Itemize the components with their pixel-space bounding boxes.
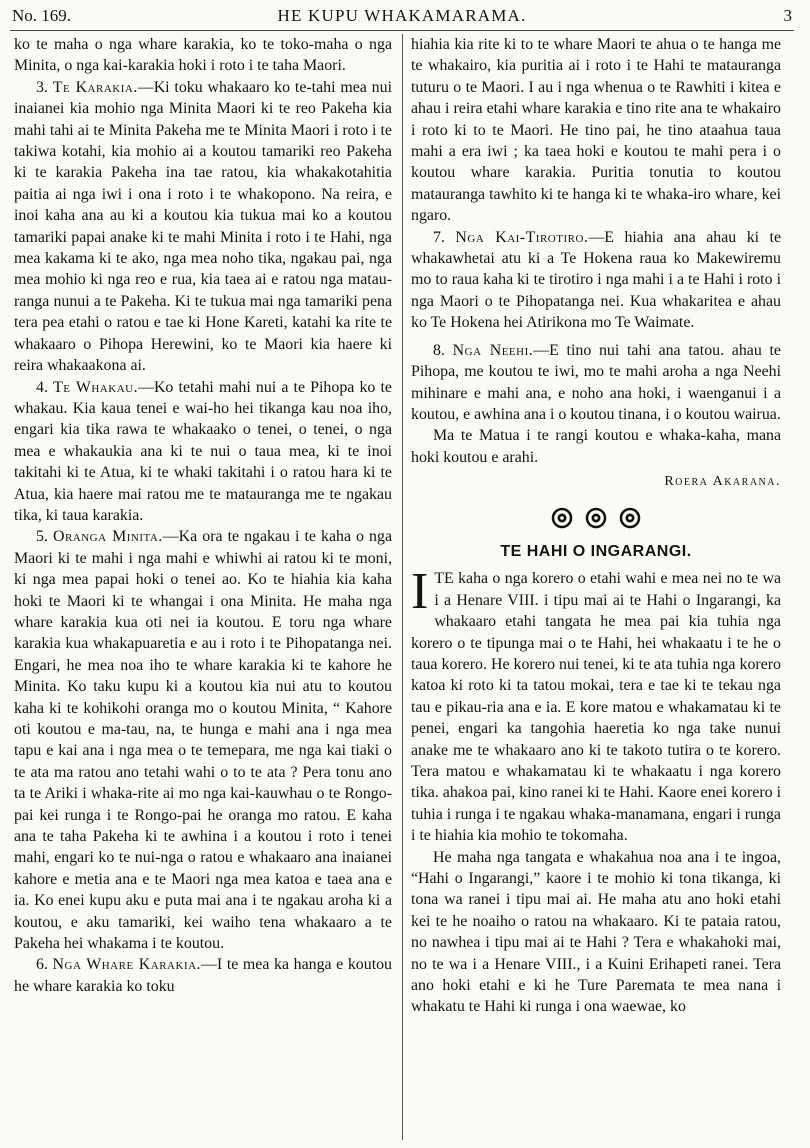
paragraph-number: 5. [36, 528, 48, 546]
issue-number: No. 169. [12, 6, 72, 25]
left-column [14, 34, 392, 997]
paragraph-heading: Nga Whare Karakia. [52, 956, 202, 974]
page-header [12, 5, 792, 27]
paragraph-heading: Oranga Minita. [52, 528, 163, 546]
paragraph-te-whakau [14, 377, 392, 527]
paragraph-heading: Te Whakau. [53, 378, 139, 396]
paragraph-heading: Nga Kai-Tirotiro. [455, 228, 589, 246]
paragraph-heading: Nga Neehi. [452, 341, 534, 359]
article-opening [411, 563, 781, 846]
paragraph-body: —Ko tetahi mahi nui a te Pihopa ko te whakau. Kia kaua tenei e wai-ho hei tikanga kau noa iho, engari kia tika rawa te whakaako o tenei, o tenei, o nga mea e whakaukia ana ki te nui o taua mea, ki te inoi takitahi ki te Atua, ki te whaki takitahi i o ratou hara ki te Atua, kia haere mai ratou me te matauranga me te ngakau tika, ki taua karakia. [14, 378, 392, 524]
article-body: TE kaha o nga korero o etahi wahi e mea nei no te wa i a Henare VIII. i tipu mai ai te Hahi o Ingarangi, ka whakaaro etahi tangata he mea pai kia tuhia nga korero o te tipunga mai o te Hahi, hei whakaatu i te he o taua korero. He korero nui tenei, ki te ata tuhia nga korero katoa ki roto ki ta tatou mokai, tera e tae ki te tekau nga tau e pikau-ria ana e ia. E kore matou e whakamatau ki te penei, engari ka tangohia haeretia ko nga take nunui anake me te whakaaro ano ki te takoto tutira o te korero. Tera matou e whakamatau ki te whakaatu i nga korero tika. ahakoa pai, kino ranei ki te Hahi. Kaore enei korero i tuhia i runga i te ngakau whaka-manamana, engari i runga i te hiahia kia mohio te tokomaha. [411, 570, 781, 845]
paragraph-number: 4. [36, 378, 48, 396]
section-title: TE HAHI O INGARANGI. [500, 542, 692, 560]
paragraph-number: 3. [36, 78, 48, 96]
paragraph-number: 7. [433, 228, 445, 246]
paragraph-nga-kai-tirotiro [411, 227, 781, 334]
paragraph-body: —Ki toku whakaaro ko te-tahi mea nui inaianei kia mohio nga Minita Maori ki te reo Pakeha kia mahi tahi ai te Minita Pakeha me te Minita Maori i roto i te takiwa kotahi, kia mohio ai a koutou tamariki reo Pakeha ki te karakia Pakeha ina tae ratou, kia whakakotahitia paitia ai nga iwi i ona i roto i te whakopono. Na reira, e inoi kaha ana au ki a koutou kia tukua mai ko a koutou tamariki papai anake ki te mahi Minita i roto i te Hahi, nga mea kakama ki te ako, nga mea noho tika, ngakau pai, nga mea mohio ki nga reo e rua, kia taea ai e ratou nga matau-ranga nunui a te Pakeha. Ki te tukua mai nga tamariki pena tera pea etahi o ratou e tae ki Hone Kareti, katahi ka rite te whakaaro o Pihopa Herewini, ko te Maori kia haere ki reira whakaakona ai. [14, 78, 392, 375]
paragraph-oranga-minita [14, 526, 392, 954]
masthead-title: HE KUPU WHAKAMARAMA. [277, 6, 527, 25]
paragraph-body: —I te mea ka hanga e koutou he whare karakia ko toku [14, 956, 392, 995]
column-divider [402, 34, 403, 1140]
drop-cap: I [411, 563, 429, 621]
paragraph-number: 8. [433, 341, 445, 359]
article-paragraph: He maha nga tangata e whakahua noa ana i te ingoa, “Hahi o Ingarangi,” kaore i te mohio ki tona tikanga, ki tona wa ranei i tipu mai ai. He maha atu ano hoki etahi kei te he noaiho o ratou na whakaaro. Ki te pataia ratou, no nawhea i tipu mai ai te Hahi ? Tera e whakahoki mai, no te wa i a Henare VIII., i a Kuini Erihapeti ranei. Tera ano hoki etahi e ki he Ture Paremata te mea nana i whakatu te Hahi ki runga i ona waewae, ko [411, 848, 781, 1016]
page-number: 3 [783, 6, 792, 25]
paragraph-nga-whare-karakia [14, 954, 392, 997]
rosette-icon [550, 507, 574, 529]
paragraph-te-karakia [14, 77, 392, 377]
right-column [411, 34, 781, 1018]
paragraph-nga-neehi [411, 340, 781, 426]
ornament-divider [411, 507, 781, 529]
header-rule [10, 30, 794, 31]
author-signature: Roera Akarana. [664, 474, 781, 490]
paragraph-heading: Te Karakia. [52, 78, 138, 96]
paragraph-number: 6. [36, 956, 48, 974]
paragraph-body: —E hiahia ana ahau ki te whakawhetai atu ki a Te Hokena raua ko Makewiremu mo to raua kaha ki te tirotiro i nga mahi i a te Hahi i roto i nga Maori o te Pihopatanga nei. Kua whakaritea e ahau ko Te Hokena hei Atirikona mo Te Waimate. [411, 228, 781, 332]
paragraph-body: —Ka ora te ngakau i te kaha o nga Maori ki te mahi i nga mahi e whiwhi ai ratou ki te moni, ki nga mea papai hoki o tenei ao. Ko te hiahia kia kaha hoki te Maori ki te whangai i ona Minita. He maha nga whare karakia kua oti nei ia koutou. E toru nga whare karakia kua whakapuaretia e au i roto i te Pihopatanga nei. Engari, he mea noa iho te whare karakia ki te kahore he Minita. Ko taku kupu ki a koutou kia nui atu to koutou kaha ki te kohikohi oranga mo o koutou Minita, “ Kahore oti koutou e ma-tau, na, te hunga e mahi ana i nga mea tapu e kai ana i nga mea o te temepara, me nga kai tiaki o te ata ma ratou ano tetahi wahi o to te ata ? Pera tonu ano ta te Ariki i whaka-rite ai mo nga kai-kauwhau o te Rongo-pai kei runga i te Rongo-pai he oranga mo ratou. E kaha ana te taha Pakeha ki te awhina i a koutou i roto i tenei mahi, engari ko te nui-nga o ratou e whakaaro ana inaianei kahore e metia ana e te Maori nga mea katoa e taea ana e ia. Ko enei kupu aku e puta mai ana i te ngakau aroha ki a koutou, e aku tamariki, kei waiho tena whakaaro a te Pakeha hei whakama i te koutou. [14, 528, 392, 953]
rosette-icon [584, 507, 608, 529]
paragraph-continued: hiahia kia rite ki to te whare Maori te ahua o te hanga me te whakairo, kia puritia ai i roto i te Hahi te matauranga tuturu o te Maori. I au i nga whenua o te Rawhiti i kitea e ahau i reira etahi whare karakia e tino rite ana te whakairo i roto ki to te Maori. He tino pai, he tino ataahua taua mahi a era iwi ; ka taea hoki e koutou te mahi pera i o koutou whare karakia. Puritia tonutia to koutou matauranga tawhito ki te hanga ki te whaka-iro whare, kei ngaro. [411, 36, 781, 225]
closing-blessing: Ma te Matua i te rangi koutou e whaka-kaha, mana hoki koutou e arahi. [411, 427, 781, 466]
paragraph-body: —E tino nui tahi ana tatou. ahau te Pihopa, me koutou te iwi, mo te mahi aroha a nga Neehi mihinare e mahi ana, e noho ana hoki, i waenganui i a koutou, e awhina ana i o koutou tinana, i o koutou wairua. [411, 341, 781, 423]
paragraph-continued: ko te maha o nga whare karakia, ko te toko-maha o nga Minita, o nga kai-karakia hoki i roto i te taha Maori. [14, 36, 392, 75]
rosette-icon [618, 507, 642, 529]
